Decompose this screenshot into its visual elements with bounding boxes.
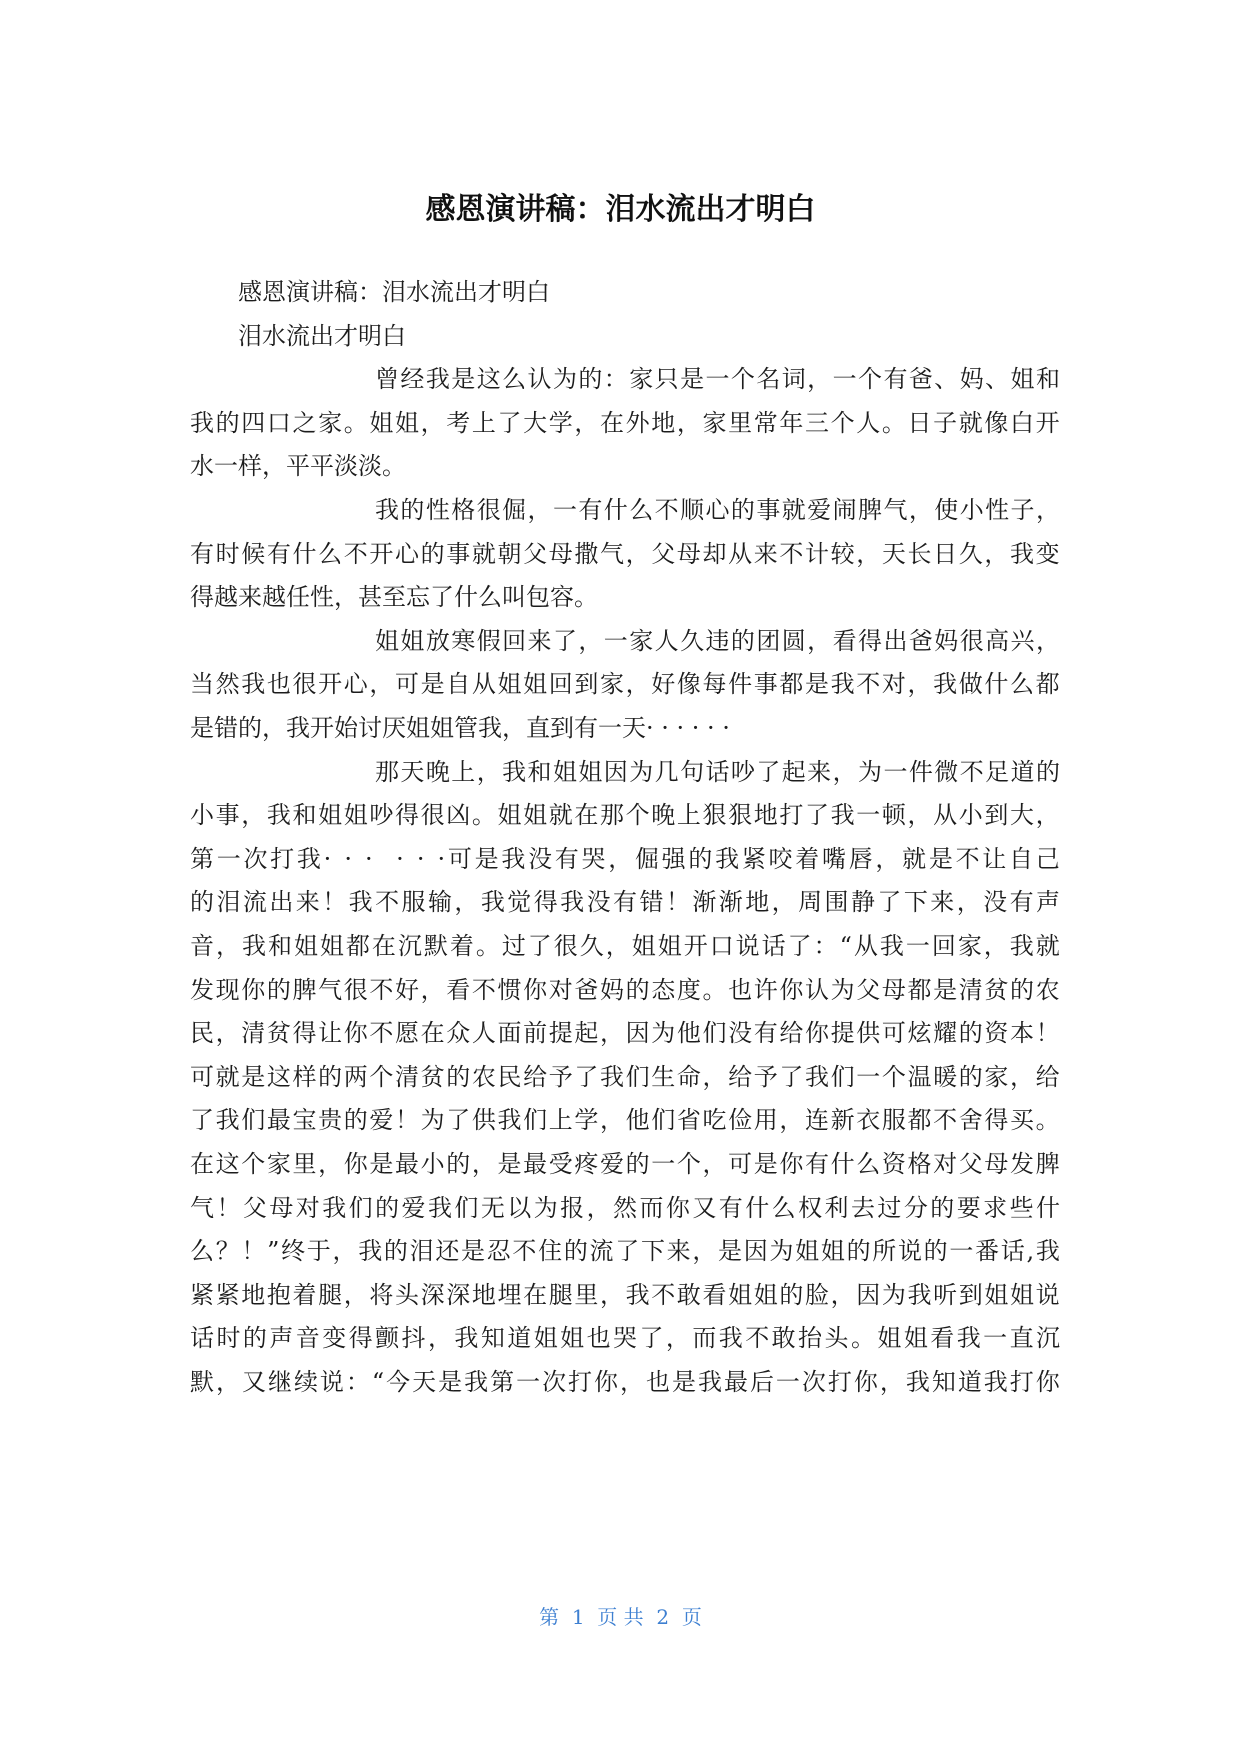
- body-line: 感恩演讲稿：泪水流出才明白: [238, 278, 550, 306]
- body-line: 有 时 候 有 什 么 不 开 心 的 事 就 朝 父 母 撒 气 ， 父 母 却 从 来 不 计 较 ， 天 长 日 久 ， 我 变: [190, 539, 1060, 568]
- body-line: 默 ， 又 继 续 说 ： “ 今 天 是 我 第 一 次 打 你 ， 也 是 我 最 后 一 次 打 你 ， 我 知 道 我 打 你: [190, 1368, 1060, 1396]
- body-line: 得越来越任性，甚至忘了什么叫包容。: [190, 583, 598, 612]
- body-line: 可 就 是 这 样 的 两 个 清 贫 的 农 民 给 予 了 我 们 生 命 ， 给 予 了 我 们 一 个 温 暖 的 家 ， 给: [190, 1062, 1060, 1091]
- body-line: 那 天 晚 上 ， 我 和 姐 姐 因 为 几 句 话 吵 了 起 来 ， 为 一 件 微 不 足 道 的: [375, 757, 1060, 786]
- body-line: 气 ！ 父 母 对 我 们 的 爱 我 们 无 以 为 报 ， 然 而 你 又 有 什 么 权 利 去 过 分 的 要 求 些 什: [190, 1193, 1060, 1222]
- page-footer: 第 1 页 共 2 页: [539, 1605, 702, 1629]
- body-line: 我 的 性 格 很 倔 ， 一 有 什 么 不 顺 心 的 事 就 爱 闹 脾 气 ， 使 小 性 子 ，: [375, 496, 1060, 524]
- body-line: 我 的 四 口 之 家 。 姐 姐 ， 考 上 了 大 学 ， 在 外 地 ， 家 里 常 年 三 个 人 。 日 子 就 像 白 开: [190, 408, 1060, 437]
- body-line: 小 事 ， 我 和 姐 姐 吵 得 很 凶 。 姐 姐 就 在 那 个 晚 上 狠 狠 地 打 了 我 一 顿 ， 从 小 到 大 ，: [190, 801, 1060, 830]
- body-line: 姐 姐 放 寒 假 回 来 了 ， 一 家 人 久 违 的 团 圆 ， 看 得 出 爸 妈 很 高 兴 ，: [375, 626, 1060, 655]
- body-line: 泪水流出才明白: [238, 321, 406, 350]
- body-line: 第 一 次 打 我 · · · · · · 可 是 我 没 有 哭 ， 倔 强 的 我 紧 咬 着 嘴 唇 ， 就 是 不 让 自 己: [190, 844, 1060, 873]
- body-line: 么 ？ ！ ” 终 于 ， 我 的 泪 还 是 忍 不 住 的 流 了 下 来 ， 是 因 为 姐 姐 的 所 说 的 一 番 话 , 我: [190, 1237, 1060, 1266]
- body-line: 话 时 的 声 音 变 得 颤 抖 ， 我 知 道 姐 姐 也 哭 了 ， 而 我 不 敢 抬 头 。 姐 姐 看 我 一 直 沉: [190, 1324, 1060, 1353]
- body-line: 水一样，平平淡淡。: [190, 452, 406, 481]
- body-line: 在 这 个 家 里 ， 你 是 最 小 的 ， 是 最 受 疼 爱 的 一 个 ， 可 是 你 有 什 么 资 格 对 父 母 发 脾: [190, 1150, 1060, 1178]
- body-line: 的 泪 流 出 来 ！ 我 不 服 输 ， 我 觉 得 我 没 有 错 ！ 渐 渐 地 ， 周 围 静 了 下 来 ， 没 有 声: [190, 888, 1060, 917]
- body-line: 曾 经 我 是 这 么 认 为 的 ： 家 只 是 一 个 名 词 ， 一 个 有 爸 、 妈 、 姐 和: [375, 365, 1060, 394]
- document-title: 感恩演讲稿：泪水流出才明白: [425, 192, 816, 227]
- body-line: 发 现 你 的 脾 气 很 不 好 ， 看 不 惯 你 对 爸 妈 的 态 度 。 也 许 你 认 为 父 母 都 是 清 贫 的 农: [190, 975, 1060, 1004]
- body-line: 了 我 们 最 宝 贵 的 爱 ！ 为 了 供 我 们 上 学 ， 他 们 省 吃 俭 用 ， 连 新 衣 服 都 不 舍 得 买 。: [190, 1106, 1060, 1135]
- body-line: 民 ， 清 贫 得 让 你 不 愿 在 众 人 面 前 提 起 ， 因 为 他 们 没 有 给 你 提 供 可 炫 耀 的 资 本 ！: [190, 1019, 1060, 1048]
- body-line: 是错的，我开始讨厌姐姐管我，直到有一天· · · · · ·: [190, 714, 730, 742]
- body-line: 音 ， 我 和 姐 姐 都 在 沉 默 着 。 过 了 很 久 ， 姐 姐 开 口 说 话 了 ： “ 从 我 一 回 家 ， 我 就: [190, 932, 1060, 960]
- body-line: 紧 紧 地 抱 着 腿 ， 将 头 深 深 地 埋 在 腿 里 ， 我 不 敢 看 姐 姐 的 脸 ， 因 为 我 听 到 姐 姐 说: [190, 1280, 1060, 1309]
- body-line: 当 然 我 也 很 开 心 ， 可 是 自 从 姐 姐 回 到 家 ， 好 像 每 件 事 都 是 我 不 对 ， 我 做 什 么 都: [190, 670, 1060, 699]
